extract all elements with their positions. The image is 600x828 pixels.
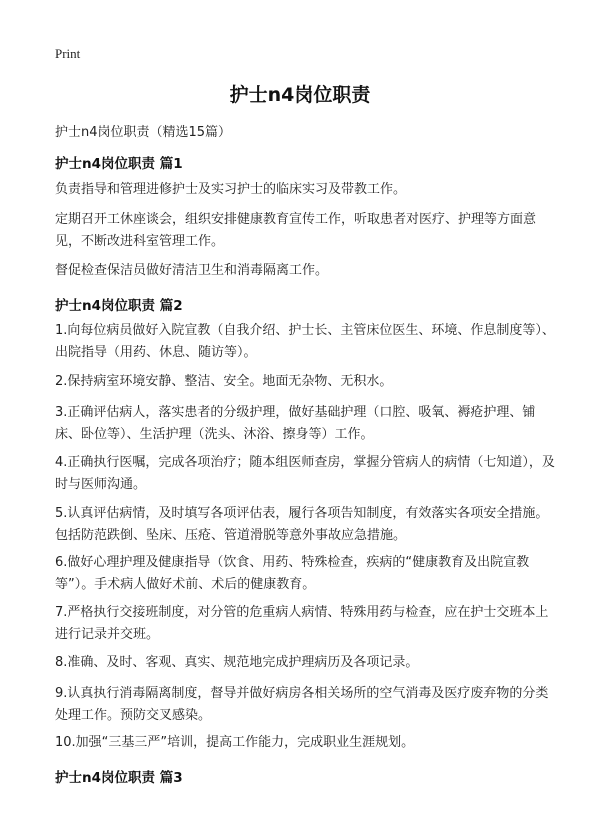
section-heading-2: 护士n4岗位职责 篇2: [55, 298, 183, 314]
section-1-paragraph-3: 督促检查保洁员做好清洁卫生和消毒隔离工作。: [55, 263, 329, 278]
section-2-item-2: 2.保持病室环境安静、整洁、安全。地面无杂物、无积水。: [55, 374, 393, 389]
section-heading-1: 护士n4岗位职责 篇1: [55, 156, 183, 172]
section-2-item-1: 1.向每位病员做好入院宣教（自我介绍、护士长、主管床位医生、环境、作息制度等）、出院指导（用药、休息、随访等）。: [55, 323, 555, 360]
page-title: 护士n4岗位职责: [229, 84, 371, 106]
section-2-item-3: 3.正确评估病人，落实患者的分级护理，做好基础护理（口腔、吸氧、褥疮护理、铺床、卧位等）、生活护理（洗头、沐浴、擦身等）工作。: [55, 405, 536, 442]
print-label: Print: [55, 46, 81, 61]
section-heading-3: 护士n4岗位职责 篇3: [55, 770, 183, 786]
section-2-item-6: 6.做好心理护理及健康指导（饮食、用药、特殊检查，疾病的“健康教育及出院宣教等”）。手术病人做好术前、术后的健康教育。: [55, 555, 530, 592]
section-2-item-9: 9.认真执行消毒隔离制度，督导并做好病房各相关场所的空气消毒及医疗废弃物的分类处理工作。预防交叉感染。: [55, 686, 549, 723]
section-2-item-8: 8.准确、及时、客观、真实、规范地完成护理病历及各项记录。: [55, 655, 419, 670]
section-2-item-5: 5.认真评估病情，及时填写各项评估表，履行各项告知制度，有效落实各项安全措施。包括防范跌倒、坠床、压疮、管道滑脱等意外事故应急措施。: [55, 506, 549, 543]
section-2-item-7: 7.严格执行交接班制度，对分管的危重病人病情、特殊用药与检查，应在护士交班本上进行记录并交班。: [55, 605, 549, 642]
document-subtitle: 护士n4岗位职责（精选15篇）: [55, 125, 232, 140]
section-1-paragraph-2: 定期召开工休座谈会，组织安排健康教育宣传工作，听取患者对医疗、护理等方面意见，不断改进科室管理工作。: [55, 212, 537, 249]
section-1-paragraph-1: 负责指导和管理进修护士及实习护士的临床实习及带教工作。: [55, 182, 407, 197]
section-2-item-10: 10.加强“三基三严”培训，提高工作能力，完成职业生涯规划。: [55, 735, 415, 750]
section-2-item-4: 4.正确执行医嘱，完成各项治疗；随本组医师查房，掌握分管病人的病情（七知道），及时与医师沟通。: [55, 455, 555, 492]
